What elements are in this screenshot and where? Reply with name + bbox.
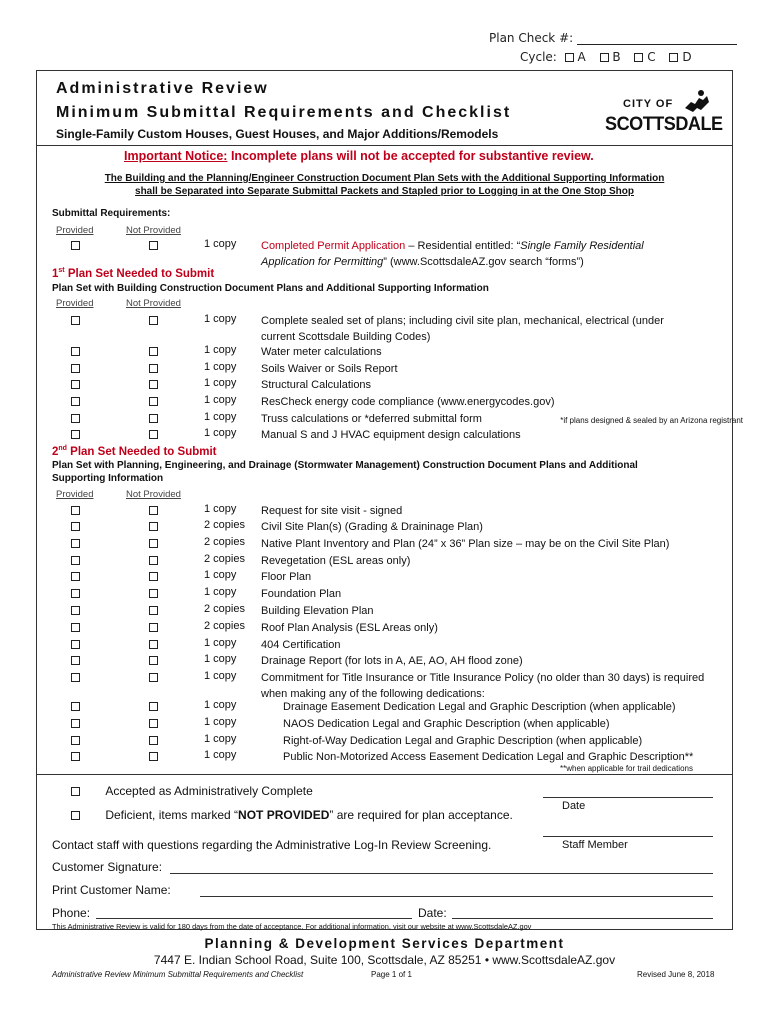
set2-col-not-provided: Not Provided [126, 489, 181, 500]
qty: 1 copy [204, 749, 237, 761]
staff-line[interactable] [543, 836, 713, 837]
customer-signature-line[interactable] [170, 873, 713, 874]
item-text [261, 503, 731, 519]
not-provided-checkbox[interactable] [149, 506, 158, 515]
provided-checkbox[interactable] [71, 241, 80, 250]
checklist-row [36, 586, 733, 602]
qty: 1 copy [204, 699, 237, 711]
provided-checkbox[interactable] [71, 656, 80, 665]
provided-checkbox[interactable] [71, 640, 80, 649]
item-text [261, 749, 731, 765]
not-provided-checkbox[interactable] [149, 640, 158, 649]
not-provided-checkbox[interactable] [149, 430, 158, 439]
accepted-checkbox[interactable] [71, 787, 80, 796]
checklist-row [36, 411, 743, 427]
deficient-label [105, 808, 513, 822]
not-provided-checkbox[interactable] [149, 606, 158, 615]
qty: 2 copies [204, 603, 245, 615]
item-line1: Building Elevation Plan [261, 605, 374, 617]
not-provided-checkbox[interactable] [149, 736, 158, 745]
provided-checkbox[interactable] [71, 572, 80, 581]
not-provided-checkbox[interactable] [149, 241, 158, 250]
item-text [261, 313, 731, 345]
qty: 1 copy [204, 411, 237, 423]
item-text [261, 586, 731, 602]
checklist-row [36, 361, 733, 377]
set2-num: 2 [52, 445, 59, 458]
item-text [261, 569, 731, 585]
provided-checkbox[interactable] [71, 719, 80, 728]
footer-page: Page 1 of 1 [371, 970, 412, 979]
date2-label: Date: [418, 906, 447, 920]
not-provided-checkbox[interactable] [149, 656, 158, 665]
item-line1: Civil Site Plan(s) (Grading & Draininage Plan) [261, 521, 483, 533]
set2-heading [52, 445, 217, 458]
item-line1: ResCheck energy code compliance (www.energycodes.gov) [261, 396, 555, 408]
item-text [261, 733, 731, 749]
not-provided-checkbox[interactable] [149, 380, 158, 389]
checklist-row [36, 653, 733, 669]
item-note: *if plans designed & sealed by an Arizona registrant [560, 416, 743, 425]
qty: 1 copy [204, 377, 237, 389]
item-text [261, 603, 731, 619]
separate-notice-1: The Building and the Planning/Engineer Construction Document Plan Sets with the Additional Supporting Information [104, 173, 665, 184]
set2-heading-text: Plan Set Needed to Submit [66, 445, 217, 458]
set2-sup: nd [58, 445, 67, 452]
provided-checkbox[interactable] [71, 316, 80, 325]
deficient-pre: Deficient, items marked “ [105, 808, 239, 822]
provided-checkbox[interactable] [71, 673, 80, 682]
item-text [261, 344, 731, 360]
set2-subheading-2: Supporting Information [52, 473, 164, 484]
title-line3: Single-Family Custom Houses, Guest Houses, and Major Additions/Remodels [56, 127, 499, 141]
notice-label: Important Notice: [124, 149, 228, 163]
cycle-c-checkbox[interactable] [634, 53, 643, 62]
checklist-row [36, 699, 733, 715]
not-provided-checkbox[interactable] [149, 364, 158, 373]
deficient-bold: NOT PROVIDED [238, 808, 330, 822]
status-divider [36, 774, 733, 775]
qty: 1 copy [204, 670, 237, 682]
checklist-row [36, 519, 733, 535]
print-name-label: Print Customer Name: [52, 883, 171, 897]
item-text [261, 620, 731, 636]
qty: 1 copy [204, 361, 237, 373]
app-rest: – Residential entitled: “ [405, 240, 521, 252]
title-divider [36, 145, 733, 146]
not-provided-checkbox[interactable] [149, 572, 158, 581]
provided-checkbox[interactable] [71, 702, 80, 711]
provided-checkbox[interactable] [71, 736, 80, 745]
item-text [261, 377, 731, 393]
scottsdale-logo [605, 88, 723, 138]
title-line2: Minimum Submittal Requirements and Checklist [56, 104, 512, 121]
not-provided-checkbox[interactable] [149, 702, 158, 711]
col-provided: Provided [56, 225, 94, 236]
qty: 2 copies [204, 553, 245, 565]
provided-checkbox[interactable] [71, 397, 80, 406]
item-line1: Truss calculations or *deferred submittal form [261, 413, 482, 425]
logo-bottom-text: SCOTTSDALE [605, 114, 723, 135]
checklist-row [36, 749, 733, 765]
not-provided-checkbox[interactable] [149, 623, 158, 632]
provided-checkbox[interactable] [71, 380, 80, 389]
important-notice [124, 149, 594, 163]
item-line1: Request for site visit - signed [261, 505, 403, 517]
item-text [261, 699, 731, 715]
qty: 1 copy [204, 427, 237, 439]
checklist-row [36, 716, 733, 732]
item-line1: Native Plant Inventory and Plan (24” x 36” Plan size – may be on the Civil Site Plan) [261, 538, 670, 550]
not-provided-checkbox[interactable] [149, 316, 158, 325]
not-provided-checkbox[interactable] [149, 556, 158, 565]
plan-check-line[interactable] [577, 32, 737, 45]
item-line1: Drainage Easement Dedication Legal and Graphic Description (when applicable) [283, 701, 676, 713]
item-line1: Foundation Plan [261, 588, 342, 600]
notice-text: Incomplete plans will not be accepted for substantive review. [227, 149, 594, 163]
set1-heading-text: Plan Set Needed to Submit [64, 267, 215, 280]
checklist-row [36, 313, 733, 343]
accepted-label: Accepted as Administratively Complete [105, 784, 313, 798]
set1-num: 1 [52, 267, 59, 280]
qty: 1 copy [204, 238, 237, 250]
not-provided-checkbox[interactable] [149, 414, 158, 423]
provided-checkbox[interactable] [71, 414, 80, 423]
title-line1: Administrative Review [56, 80, 269, 97]
item-line1: Revegetation (ESL areas only) [261, 555, 411, 567]
not-provided-checkbox[interactable] [149, 589, 158, 598]
set1-col-not-provided: Not Provided [126, 298, 181, 309]
qty: 2 copies [204, 620, 245, 632]
qty: 2 copies [204, 536, 245, 548]
app-title: Completed Permit Application [261, 240, 406, 252]
plan-check-field[interactable] [489, 31, 737, 45]
qty: 1 copy [204, 716, 237, 728]
item-text [261, 427, 731, 443]
not-provided-checkbox[interactable] [149, 539, 158, 548]
logo-top-text: CITY OF [623, 98, 674, 110]
cycle-b-checkbox[interactable] [600, 53, 609, 62]
item-line1: Structural Calculations [261, 379, 372, 391]
checklist-row [36, 394, 733, 410]
item-line1: Public Non-Motorized Access Easement Dedication Legal and Graphic Description** [283, 751, 694, 763]
item-line1: Commitment for Title Insurance or Title Insurance Policy (no older than 30 days) is required [261, 672, 705, 684]
item-line1: Right-of-Way Dedication Legal and Graphic Description (when applicable) [283, 735, 643, 747]
not-provided-checkbox[interactable] [149, 673, 158, 682]
provided-checkbox[interactable] [71, 606, 80, 615]
staff-caption: Staff Member [562, 839, 628, 851]
footer-revised: Revised June 8, 2018 [637, 970, 715, 979]
set1-col-provided: Provided [56, 298, 94, 309]
item-text [261, 716, 731, 732]
deficient-post: ” are required for plan acceptance. [329, 808, 513, 822]
checklist-row [36, 670, 733, 700]
date-line[interactable] [543, 797, 713, 798]
checklist-row [36, 553, 733, 569]
provided-checkbox[interactable] [71, 506, 80, 515]
checklist-row [36, 569, 733, 585]
item-text [261, 361, 731, 377]
set1-subheading: Plan Set with Building Construction Document Plans and Additional Supporting Information [52, 283, 489, 294]
item-line2: when making any of the following dedications: [261, 688, 485, 700]
checklist-row [36, 503, 733, 519]
qty: 1 copy [204, 503, 237, 515]
provided-checkbox[interactable] [71, 347, 80, 356]
cycle-field [520, 50, 692, 64]
checklist-row [36, 620, 733, 636]
checklist-row [36, 536, 733, 552]
item-line1: Floor Plan [261, 571, 312, 583]
item-text [261, 238, 731, 270]
qty: 1 copy [204, 733, 237, 745]
item-line1: Complete sealed set of plans; including civil site plan, mechanical, electrical (under [261, 315, 664, 327]
not-provided-checkbox[interactable] [149, 752, 158, 761]
qty: 1 copy [204, 569, 237, 581]
item-line1: Roof Plan Analysis (ESL Areas only) [261, 622, 438, 634]
provided-checkbox[interactable] [71, 522, 80, 531]
provided-checkbox[interactable] [71, 589, 80, 598]
checklist-row [36, 344, 733, 360]
checklist-row [36, 733, 733, 749]
item-line1: NAOS Dedication Legal and Graphic Description (when applicable) [283, 718, 610, 730]
not-provided-checkbox[interactable] [149, 522, 158, 531]
item-line1: 404 Certification [261, 639, 341, 651]
checklist-row [36, 603, 733, 619]
cycle-label: Cycle: [520, 50, 557, 64]
col-not-provided: Not Provided [126, 225, 181, 236]
date2-line[interactable] [452, 918, 713, 919]
item-text [261, 553, 731, 569]
qty: 1 copy [204, 637, 237, 649]
cycle-a-checkbox[interactable] [565, 53, 574, 62]
customer-signature-label: Customer Signature: [52, 860, 163, 874]
not-provided-checkbox[interactable] [149, 719, 158, 728]
qty: 1 copy [204, 653, 237, 665]
app-line2-italic: Application for Permitting [261, 256, 384, 268]
submittal-heading: Submittal Requirements: [52, 208, 171, 219]
item-text [261, 394, 731, 410]
contact-text: Contact staff with questions regarding the Administrative Log-In Review Screening. [52, 838, 492, 852]
qty: 1 copy [204, 313, 237, 325]
checklist-row [36, 427, 733, 443]
qty: 1 copy [204, 586, 237, 598]
cycle-d-checkbox[interactable] [669, 53, 678, 62]
provided-checkbox[interactable] [71, 539, 80, 548]
provided-checkbox[interactable] [71, 556, 80, 565]
not-provided-checkbox[interactable] [149, 397, 158, 406]
provided-checkbox[interactable] [71, 364, 80, 373]
validity-text: This Administrative Review is valid for 180 days from the date of acceptance. For additional information, visit our website at www.ScottsdaleAZ.gov [52, 922, 532, 931]
deficient-checkbox[interactable] [71, 811, 80, 820]
item-text [261, 519, 731, 535]
phone-line[interactable] [96, 918, 412, 919]
item-text [261, 637, 731, 653]
qty: 2 copies [204, 519, 245, 531]
date-caption: Date [562, 800, 586, 812]
cowboy-rider-icon [681, 88, 713, 116]
set1-sup: st [58, 267, 65, 274]
form-frame [36, 70, 733, 930]
set1-heading [52, 267, 214, 280]
app-line2-rest: ” (www.ScottsdaleAZ.gov search “forms”) [383, 256, 584, 268]
qty: 1 copy [204, 394, 237, 406]
cycle-a-label: A [577, 50, 586, 64]
item-text [261, 411, 743, 427]
footer-doc-title: Administrative Review Minimum Submittal Requirements and Checklist [52, 970, 304, 979]
trail-footnote: **when applicable for trail dedications [560, 764, 693, 773]
cycle-b-label: B [612, 50, 621, 64]
print-name-line[interactable] [200, 896, 713, 897]
separate-notice-2: shall be Separated into Separate Submittal Packets and Stapled prior to Logging in at the One Stop Shop [135, 186, 634, 197]
item-text [261, 670, 731, 702]
provided-checkbox[interactable] [71, 430, 80, 439]
cycle-c-label: C [647, 50, 656, 64]
qty: 1 copy [204, 344, 237, 356]
deficient-row [71, 808, 513, 822]
accepted-row [71, 784, 313, 798]
provided-checkbox[interactable] [71, 752, 80, 761]
cycle-d-label: D [682, 50, 692, 64]
item-line1: Drainage Report (for lots in A, AE, AO, AH flood zone) [261, 655, 523, 667]
department-address: 7447 E. Indian School Road, Suite 100, Scottsdale, AZ 85251 • www.ScottsdaleAZ.gov [153, 953, 616, 967]
set2-subheading-1: Plan Set with Planning, Engineering, and Drainage (Stormwater Management) Construction Document Plans and Additional [52, 460, 638, 471]
app-italic: Single Family Residential [520, 240, 644, 252]
item-line1: Manual S and J HVAC equipment design calculations [261, 429, 521, 441]
phone-label: Phone: [52, 906, 91, 920]
checklist-row [36, 377, 733, 393]
not-provided-checkbox[interactable] [149, 347, 158, 356]
item-line2: current Scottsdale Building Codes) [261, 331, 431, 343]
department-name: Planning & Development Services Department [204, 936, 565, 951]
plan-check-label: Plan Check #: [489, 31, 574, 45]
item-line1: Water meter calculations [261, 346, 382, 358]
provided-checkbox[interactable] [71, 623, 80, 632]
item-text [261, 653, 731, 669]
item-text [261, 536, 731, 552]
item-line1: Soils Waiver or Soils Report [261, 363, 398, 375]
checklist-row [36, 637, 733, 653]
set2-col-provided: Provided [56, 489, 94, 500]
submittal-row [36, 238, 733, 268]
